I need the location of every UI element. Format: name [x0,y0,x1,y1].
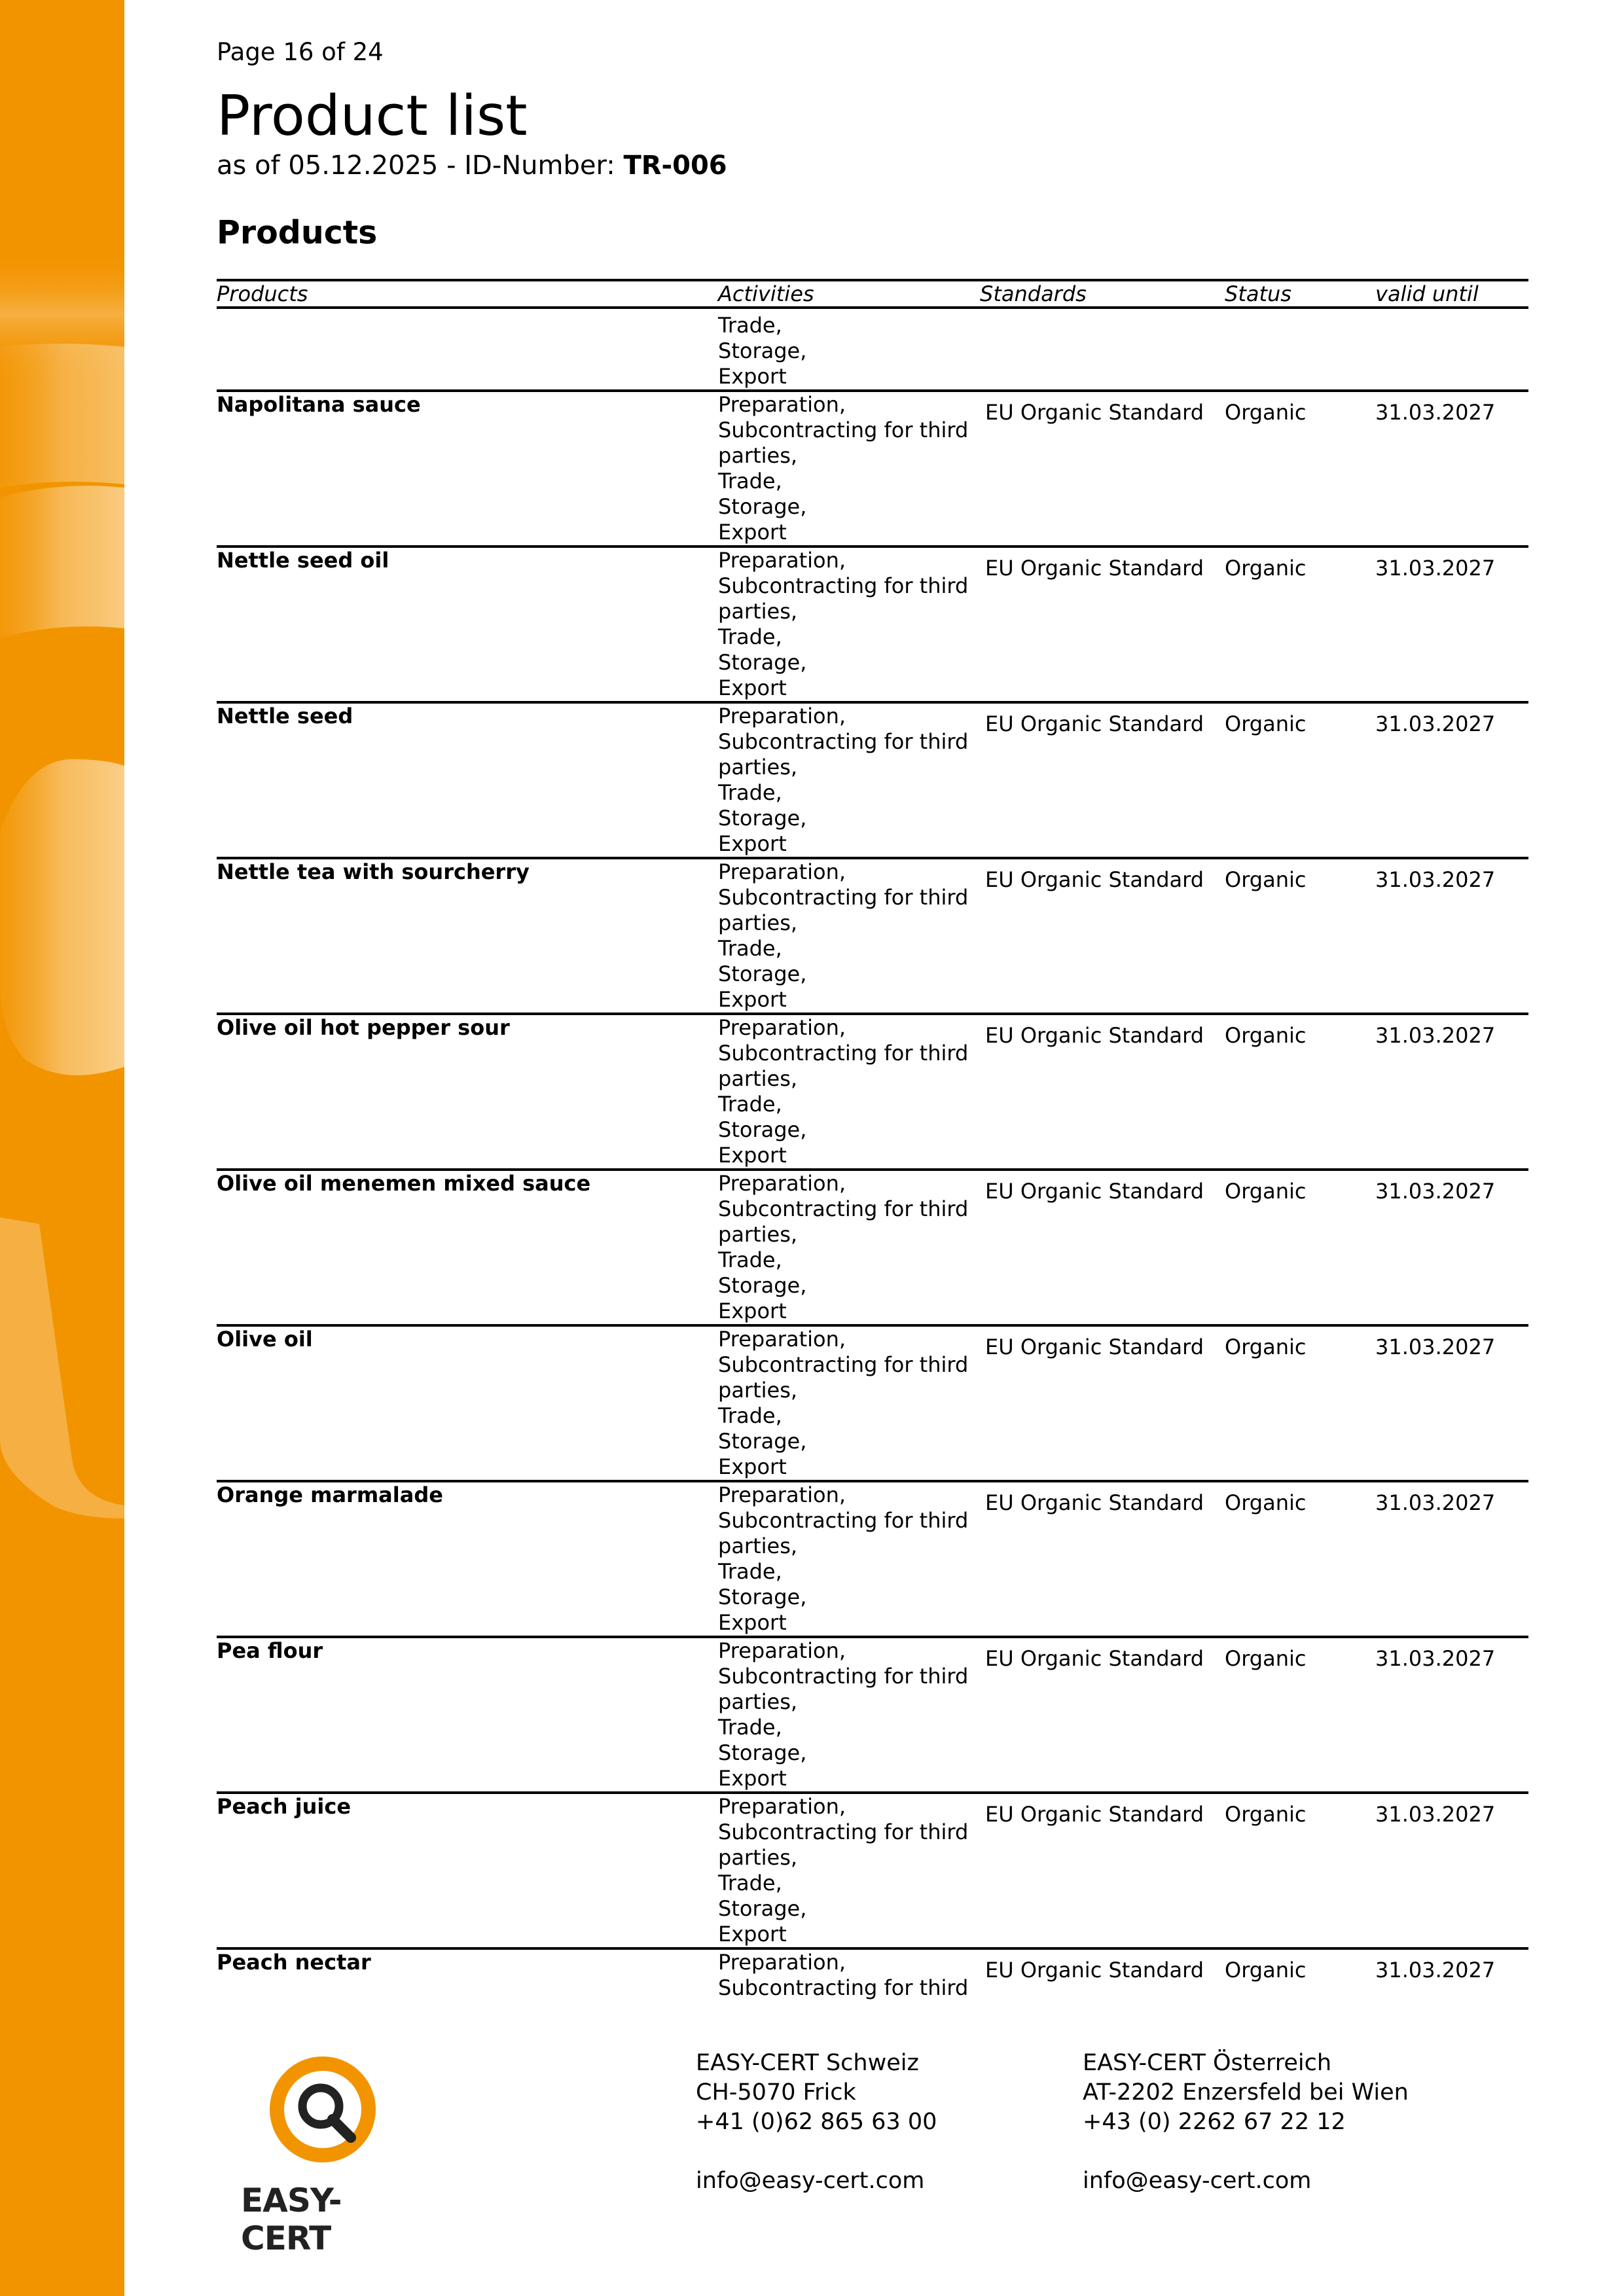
table-row [217,1948,1528,2001]
cell-activities: Preparation, Subcontracting for third parties, Trade, Storage, Export [718,1015,969,1168]
cell-product: Peach nectar [217,1950,371,1975]
cell-activities: Preparation, Subcontracting for third parties, Trade, Storage, Export [718,1327,969,1479]
cell-valid-until: 31.03.2027 [1375,1023,1496,1048]
cell-status [1225,308,1375,391]
cell-status: Organic [1225,1490,1307,1515]
cell-product [217,308,718,391]
col-header-standards: Standards [980,281,1087,306]
table-row [217,702,1528,858]
table-row [217,391,1528,547]
cell-product: Nettle tea with sourcherry [217,859,530,884]
table-row-continued [217,308,1528,391]
table-row [217,1637,1528,1793]
cell-activities: Trade, Storage, Export [718,313,807,389]
cell-valid-until [1375,308,1528,391]
table-row [217,1325,1528,1481]
cell-status: Organic [1225,1023,1307,1048]
swiss-phone: +41 (0)62 865 63 00 [696,2109,937,2135]
subtitle-date: as of 05.12.2025 - ID-Number: [217,151,624,181]
cell-status: Organic [1225,1179,1307,1204]
table-row [217,858,1528,1014]
cell-valid-until: 31.03.2027 [1375,1802,1496,1827]
cell-valid-until: 31.03.2027 [1375,1958,1496,1982]
easy-cert-logo [241,2054,391,2257]
cell-standard: EU Organic Standard [985,1646,1204,1671]
col-header-valid-until: valid until [1375,281,1479,306]
cell-product: Pea flour [217,1638,323,1663]
cell-standard: EU Organic Standard [985,1802,1204,1827]
sidebar-decoration [0,0,124,2296]
magnifier-logo-icon [267,2054,378,2165]
col-header-products: Products [217,281,308,306]
table-row [217,547,1528,702]
cell-activities: Preparation, Subcontracting for third [718,1950,969,2000]
col-header-status: Status [1225,281,1291,306]
cell-status: Organic [1225,1646,1307,1671]
page-subtitle [217,151,727,181]
cell-product: Nettle seed oil [217,548,389,573]
cell-status: Organic [1225,556,1307,581]
logo-text: EASY-CERT [241,2181,342,2257]
cell-product: Olive oil hot pepper sour [217,1015,510,1040]
cell-status: Organic [1225,1802,1307,1827]
cell-standard: EU Organic Standard [985,867,1204,892]
cell-valid-until: 31.03.2027 [1375,556,1496,581]
cell-standard: EU Organic Standard [985,1179,1204,1204]
austria-phone: +43 (0) 2262 67 22 12 [1083,2109,1346,2135]
swiss-email[interactable]: info@easy-cert.com [696,2168,925,2194]
cell-product: Orange marmalade [217,1482,443,1507]
cell-valid-until: 31.03.2027 [1375,1335,1496,1359]
cell-standard: EU Organic Standard [985,556,1204,581]
cell-status: Organic [1225,1958,1307,1982]
cell-activities: Preparation, Subcontracting for third parties, Trade, Storage, Export [718,859,969,1012]
cell-status: Organic [1225,400,1307,425]
cell-standard: EU Organic Standard [985,1958,1204,1982]
cell-product: Nettle seed [217,704,353,728]
table-row [217,1170,1528,1325]
cell-product: Olive oil menemen mixed sauce [217,1171,591,1196]
cell-activities: Preparation, Subcontracting for third parties, Trade, Storage, Export [718,704,969,856]
products-table [217,279,1528,2001]
cell-status: Organic [1225,711,1307,736]
cell-status: Organic [1225,1335,1307,1359]
cell-valid-until: 31.03.2027 [1375,867,1496,892]
cell-activities: Preparation, Subcontracting for third parties, Trade, Storage, Export [718,1638,969,1791]
cell-standard: EU Organic Standard [985,711,1204,736]
swiss-name: EASY-CERT Schweiz [696,2050,919,2076]
cell-valid-until: 31.03.2027 [1375,1646,1496,1671]
cell-standard: EU Organic Standard [985,1490,1204,1515]
cell-standard [980,308,1225,391]
cell-activities: Preparation, Subcontracting for third parties, Trade, Storage, Export [718,1171,969,1323]
table-row [217,1793,1528,1948]
page-number: Page 16 of 24 [217,38,384,66]
cell-activities: Preparation, Subcontracting for third parties, Trade, Storage, Export [718,1482,969,1635]
cell-activities: Preparation, Subcontracting for third parties, Trade, Storage, Export [718,392,969,545]
cell-product: Napolitana sauce [217,392,421,417]
cell-activities: Preparation, Subcontracting for third parties, Trade, Storage, Export [718,1794,969,1946]
cell-activities: Preparation, Subcontracting for third parties, Trade, Storage, Export [718,548,969,700]
swiss-city: CH-5070 Frick [696,2079,856,2106]
table-row [217,1014,1528,1170]
cell-valid-until: 31.03.2027 [1375,400,1496,425]
cell-standard: EU Organic Standard [985,1023,1204,1048]
cell-standard: EU Organic Standard [985,400,1204,425]
footer [217,2049,1528,2257]
id-number: TR-006 [623,151,727,181]
orange-sidebar [0,0,124,2296]
page-title: Product list [217,84,528,149]
address-switzerland [696,2049,937,2196]
cell-valid-until: 31.03.2027 [1375,711,1496,736]
austria-email[interactable]: info@easy-cert.com [1083,2168,1312,2194]
table-header-row [217,280,1528,308]
cell-valid-until: 31.03.2027 [1375,1179,1496,1204]
section-title: Products [217,214,378,251]
austria-name: EASY-CERT Österreich [1083,2050,1332,2076]
cell-status: Organic [1225,867,1307,892]
austria-city: AT-2202 Enzersfeld bei Wien [1083,2079,1409,2106]
cell-valid-until: 31.03.2027 [1375,1490,1496,1515]
cell-product: Olive oil [217,1327,313,1352]
col-header-activities: Activities [718,281,814,306]
cell-product: Peach juice [217,1794,352,1819]
address-austria [1083,2049,1409,2196]
cell-standard: EU Organic Standard [985,1335,1204,1359]
table-row [217,1481,1528,1637]
